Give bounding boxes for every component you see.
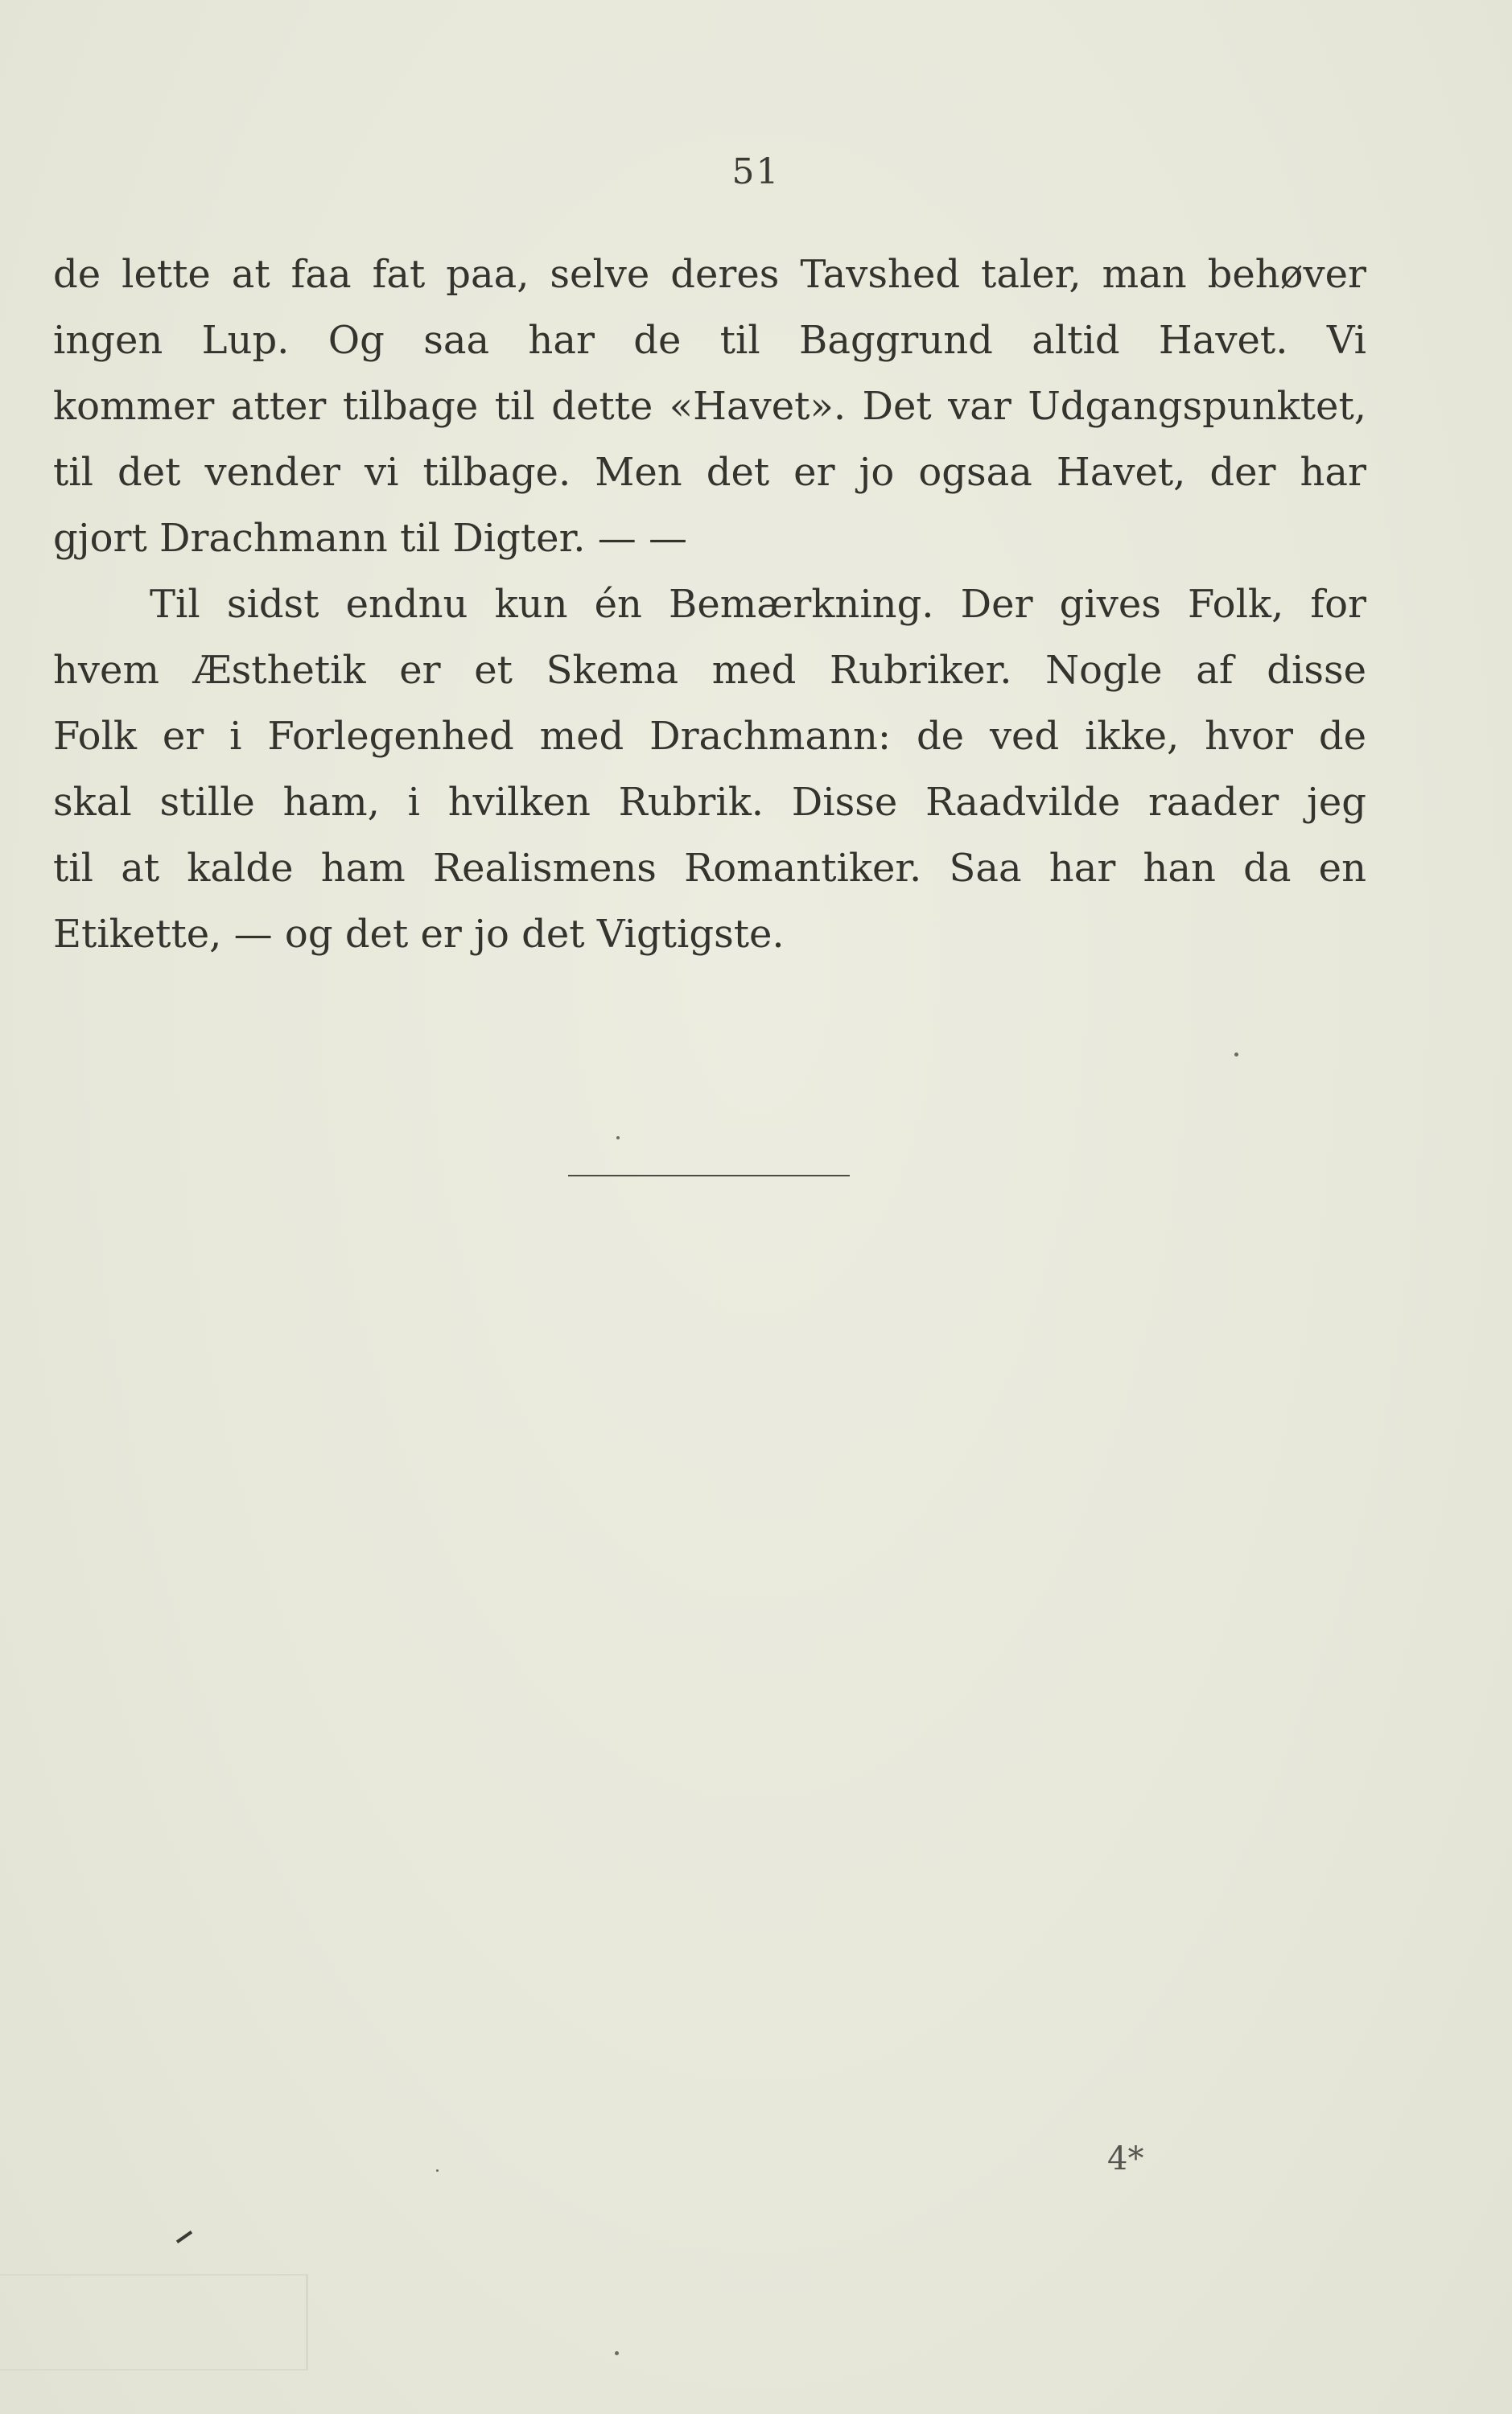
text-line: kommer atter tilbage til dette «Havet». Det var Udgangspunktet, bbox=[53, 384, 1366, 429]
paper-speck bbox=[616, 1136, 620, 1139]
text-line: hvem Æsthetik er et Skema med Rubriker. Nogle af disse bbox=[53, 648, 1366, 693]
text-line: skal stille ham, i hvilken Rubrik. Disse Raadvilde raader jeg bbox=[53, 780, 1366, 825]
text-line: Folk er i Forlegenhed med Drachmann: de ved ikke, hvor de bbox=[53, 714, 1366, 759]
signature-mark: 4* bbox=[1107, 2140, 1144, 2177]
text-line: gjort Drachmann til Digter. — — bbox=[53, 516, 688, 561]
paper-speck bbox=[615, 2351, 619, 2355]
text-line: Etikette, — og det er jo det Vigtigste. bbox=[53, 912, 785, 957]
pencil-mark bbox=[176, 2231, 192, 2243]
scan-edge bbox=[0, 2274, 308, 2371]
text-line: til det vender vi tilbage. Men det er jo ogsaa Havet, der har bbox=[53, 450, 1366, 495]
body-text bbox=[53, 241, 1366, 967]
section-divider bbox=[568, 1175, 850, 1176]
paper-speck bbox=[436, 2169, 439, 2172]
text-line: til at kalde ham Realismens Romantiker. Saa har han da en bbox=[53, 846, 1366, 891]
text-line: ingen Lup. Og saa har de til Baggrund altid Havet. Vi bbox=[53, 318, 1366, 363]
text-line: de lette at faa fat paa, selve deres Tavshed taler, man behøver bbox=[53, 252, 1366, 297]
paper-speck bbox=[1234, 1053, 1238, 1057]
text-line: Til sidst endnu kun én Bemærkning. Der gives Folk, for bbox=[150, 582, 1366, 627]
page-number: 51 bbox=[731, 151, 781, 192]
